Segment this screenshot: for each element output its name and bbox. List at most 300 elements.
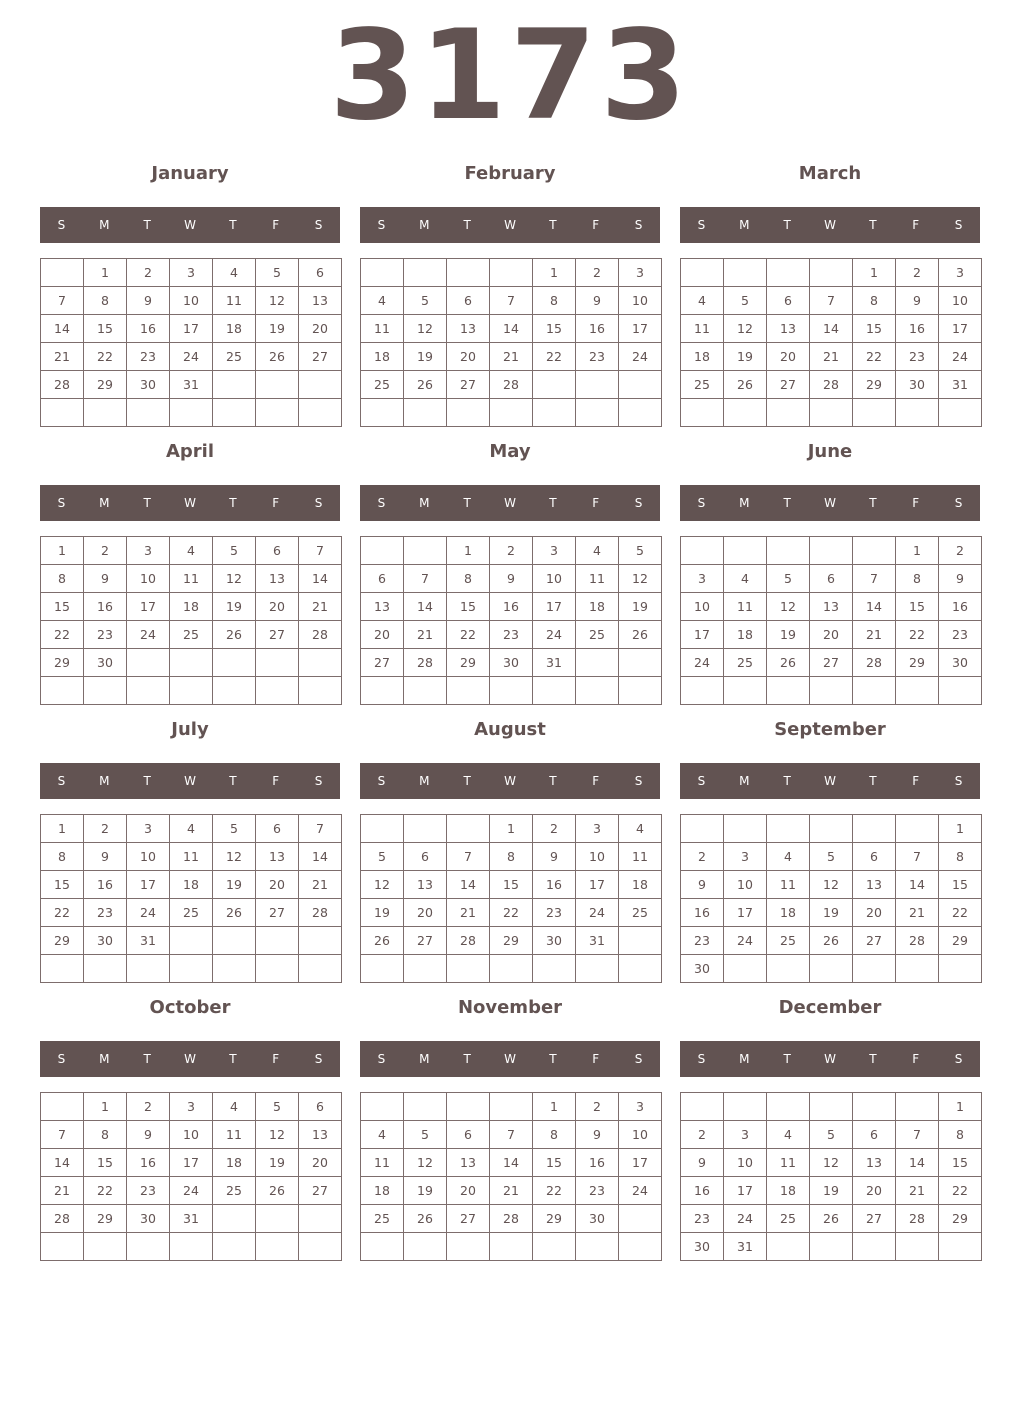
- day-cell: 16: [681, 1177, 724, 1205]
- empty-cell: [533, 677, 576, 705]
- day-cell: 2: [896, 259, 939, 287]
- day-cell: 20: [361, 621, 404, 649]
- day-cell: 23: [490, 621, 533, 649]
- day-cell: 11: [576, 565, 619, 593]
- empty-cell: [810, 259, 853, 287]
- day-cell: 25: [361, 1205, 404, 1233]
- day-cell: 26: [810, 1205, 853, 1233]
- week-row: [681, 1093, 982, 1121]
- day-cell: 7: [404, 565, 447, 593]
- month-name: January: [151, 163, 229, 184]
- day-cell: 18: [767, 1177, 810, 1205]
- day-cell: 12: [256, 287, 299, 315]
- day-cell: 15: [447, 593, 490, 621]
- day-cell: 3: [576, 815, 619, 843]
- day-cell: 19: [361, 899, 404, 927]
- day-cell: 21: [490, 343, 533, 371]
- empty-cell: [213, 1205, 256, 1233]
- day-cell: 18: [213, 315, 256, 343]
- day-cell: 9: [84, 565, 127, 593]
- week-row: [41, 927, 342, 955]
- weekday-label: W: [184, 218, 196, 232]
- empty-cell: [619, 649, 662, 677]
- weekday-label: S: [697, 774, 706, 788]
- day-cell: 3: [170, 259, 213, 287]
- empty-cell: [939, 677, 982, 705]
- day-cell: 28: [404, 649, 447, 677]
- month-march: [680, 160, 980, 430]
- day-cell: 8: [533, 287, 576, 315]
- day-cell: 19: [404, 1177, 447, 1205]
- empty-cell: [127, 649, 170, 677]
- day-cell: 8: [939, 843, 982, 871]
- day-grid: [40, 1092, 342, 1261]
- empty-cell: [447, 1233, 490, 1261]
- day-cell: 20: [767, 343, 810, 371]
- month-july: [40, 716, 340, 986]
- day-cell: 22: [533, 343, 576, 371]
- day-cell: 27: [404, 927, 447, 955]
- day-cell: 3: [939, 259, 982, 287]
- day-cell: 1: [41, 815, 84, 843]
- month-name: February: [464, 163, 556, 184]
- month-january: [40, 160, 340, 430]
- weekday-label: S: [377, 496, 386, 510]
- month-december: [680, 994, 980, 1264]
- day-cell: 10: [533, 565, 576, 593]
- week-row: [681, 343, 982, 371]
- day-cell: 21: [896, 899, 939, 927]
- day-cell: 14: [404, 593, 447, 621]
- day-cell: 17: [127, 593, 170, 621]
- empty-cell: [447, 955, 490, 983]
- empty-cell: [619, 399, 662, 427]
- day-cell: 18: [170, 871, 213, 899]
- day-cell: 31: [724, 1233, 767, 1261]
- empty-cell: [896, 815, 939, 843]
- day-cell: 1: [939, 1093, 982, 1121]
- day-cell: 25: [213, 343, 256, 371]
- day-cell: 1: [939, 815, 982, 843]
- day-cell: 18: [361, 1177, 404, 1205]
- day-cell: 12: [404, 315, 447, 343]
- month-name: December: [778, 997, 882, 1018]
- day-cell: 13: [404, 871, 447, 899]
- day-cell: 7: [490, 1121, 533, 1149]
- day-cell: 4: [576, 537, 619, 565]
- month-february: [360, 160, 660, 430]
- day-cell: 3: [619, 259, 662, 287]
- empty-cell: [361, 955, 404, 983]
- day-cell: 5: [810, 843, 853, 871]
- week-row: [361, 371, 662, 399]
- day-cell: 5: [213, 537, 256, 565]
- day-cell: 29: [84, 371, 127, 399]
- empty-cell: [490, 955, 533, 983]
- day-cell: 5: [361, 843, 404, 871]
- week-row: [41, 649, 342, 677]
- day-cell: 9: [681, 1149, 724, 1177]
- empty-cell: [724, 1093, 767, 1121]
- day-cell: 6: [404, 843, 447, 871]
- empty-cell: [853, 677, 896, 705]
- day-cell: 14: [490, 315, 533, 343]
- weekday-header: [40, 485, 340, 521]
- empty-cell: [767, 1093, 810, 1121]
- weekday-header: [360, 1041, 660, 1077]
- weekday-header: [360, 763, 660, 799]
- week-row: [681, 371, 982, 399]
- day-cell: 24: [170, 1177, 213, 1205]
- day-cell: 11: [767, 871, 810, 899]
- empty-cell: [533, 955, 576, 983]
- day-cell: 14: [490, 1149, 533, 1177]
- weekday-label: T: [143, 774, 151, 788]
- day-cell: 5: [256, 1093, 299, 1121]
- weekday-label: T: [229, 1052, 237, 1066]
- empty-cell: [619, 1205, 662, 1233]
- day-grid: [360, 258, 662, 427]
- day-cell: 23: [576, 343, 619, 371]
- week-row: [361, 315, 662, 343]
- day-cell: 28: [299, 621, 342, 649]
- weekday-label: S: [954, 774, 963, 788]
- day-cell: 22: [939, 899, 982, 927]
- weekday-header: [360, 485, 660, 521]
- day-cell: 16: [896, 315, 939, 343]
- day-cell: 17: [681, 621, 724, 649]
- weekday-label: T: [549, 1052, 557, 1066]
- day-cell: 6: [447, 287, 490, 315]
- day-grid: [680, 1092, 982, 1261]
- empty-cell: [256, 371, 299, 399]
- empty-cell: [213, 927, 256, 955]
- empty-cell: [853, 1233, 896, 1261]
- day-cell: 30: [127, 371, 170, 399]
- month-november: [360, 994, 660, 1264]
- empty-cell: [213, 955, 256, 983]
- weekday-label: W: [824, 218, 836, 232]
- day-cell: 15: [41, 871, 84, 899]
- empty-cell: [170, 955, 213, 983]
- day-cell: 20: [299, 1149, 342, 1177]
- empty-cell: [404, 259, 447, 287]
- weekday-label: F: [912, 496, 920, 510]
- day-cell: 16: [127, 1149, 170, 1177]
- empty-cell: [619, 1233, 662, 1261]
- day-cell: 26: [404, 371, 447, 399]
- week-row: [361, 899, 662, 927]
- day-cell: 31: [170, 371, 213, 399]
- day-cell: 30: [681, 1233, 724, 1261]
- day-cell: 25: [170, 621, 213, 649]
- day-cell: 28: [447, 927, 490, 955]
- week-row: [681, 927, 982, 955]
- month-name: May: [489, 441, 531, 462]
- day-cell: 26: [213, 899, 256, 927]
- day-cell: 30: [576, 1205, 619, 1233]
- day-cell: 10: [724, 871, 767, 899]
- week-row: [41, 955, 342, 983]
- empty-cell: [213, 371, 256, 399]
- empty-cell: [490, 1233, 533, 1261]
- weekday-label: S: [314, 496, 323, 510]
- day-cell: 3: [724, 1121, 767, 1149]
- day-cell: 14: [41, 315, 84, 343]
- month-name: November: [457, 997, 563, 1018]
- empty-cell: [299, 1233, 342, 1261]
- day-cell: 7: [896, 843, 939, 871]
- day-cell: 25: [576, 621, 619, 649]
- week-row: [41, 815, 342, 843]
- week-row: [41, 593, 342, 621]
- day-cell: 28: [896, 1205, 939, 1233]
- day-grid: [680, 536, 982, 705]
- day-cell: 12: [619, 565, 662, 593]
- day-cell: 8: [447, 565, 490, 593]
- empty-cell: [41, 1233, 84, 1261]
- week-row: [361, 287, 662, 315]
- day-cell: 18: [619, 871, 662, 899]
- week-row: [361, 927, 662, 955]
- empty-cell: [619, 927, 662, 955]
- day-cell: 31: [576, 927, 619, 955]
- day-cell: 21: [490, 1177, 533, 1205]
- day-cell: 1: [896, 537, 939, 565]
- day-cell: 20: [447, 1177, 490, 1205]
- day-cell: 6: [447, 1121, 490, 1149]
- empty-cell: [361, 1233, 404, 1261]
- day-cell: 3: [619, 1093, 662, 1121]
- weekday-label: M: [419, 1052, 430, 1066]
- month-april: [40, 438, 340, 708]
- weekday-label: S: [697, 496, 706, 510]
- empty-cell: [896, 1093, 939, 1121]
- weekday-label: W: [824, 496, 836, 510]
- month-name: October: [149, 997, 231, 1018]
- month-may: [360, 438, 660, 708]
- day-cell: 10: [619, 1121, 662, 1149]
- day-grid: [40, 814, 342, 983]
- weekday-header: [680, 1041, 980, 1077]
- day-cell: 15: [84, 1149, 127, 1177]
- week-row: [41, 1205, 342, 1233]
- week-row: [41, 287, 342, 315]
- week-row: [361, 537, 662, 565]
- day-cell: 19: [810, 1177, 853, 1205]
- day-cell: 3: [127, 815, 170, 843]
- day-cell: 24: [724, 927, 767, 955]
- empty-cell: [447, 1093, 490, 1121]
- empty-cell: [724, 677, 767, 705]
- day-cell: 27: [256, 621, 299, 649]
- month-name: April: [165, 441, 215, 462]
- day-cell: 23: [681, 927, 724, 955]
- empty-cell: [299, 927, 342, 955]
- empty-cell: [447, 815, 490, 843]
- weekday-label: F: [272, 218, 280, 232]
- day-cell: 27: [299, 1177, 342, 1205]
- day-cell: 1: [84, 1093, 127, 1121]
- weekday-label: F: [272, 496, 280, 510]
- day-cell: 26: [256, 343, 299, 371]
- empty-cell: [939, 399, 982, 427]
- empty-cell: [213, 399, 256, 427]
- empty-cell: [810, 815, 853, 843]
- day-cell: 25: [619, 899, 662, 927]
- day-cell: 15: [41, 593, 84, 621]
- day-cell: 30: [681, 955, 724, 983]
- day-cell: 9: [681, 871, 724, 899]
- day-cell: 17: [724, 899, 767, 927]
- day-cell: 5: [213, 815, 256, 843]
- day-cell: 10: [170, 1121, 213, 1149]
- day-cell: 20: [810, 621, 853, 649]
- day-cell: 30: [939, 649, 982, 677]
- day-cell: 22: [41, 899, 84, 927]
- day-cell: 20: [853, 899, 896, 927]
- weekday-label: T: [783, 496, 791, 510]
- empty-cell: [127, 1233, 170, 1261]
- day-cell: 29: [896, 649, 939, 677]
- day-cell: 11: [170, 843, 213, 871]
- day-cell: 28: [810, 371, 853, 399]
- day-cell: 9: [490, 565, 533, 593]
- day-cell: 18: [724, 621, 767, 649]
- day-cell: 12: [810, 871, 853, 899]
- day-cell: 22: [490, 899, 533, 927]
- day-cell: 18: [767, 899, 810, 927]
- week-row: [361, 343, 662, 371]
- empty-cell: [299, 1205, 342, 1233]
- day-cell: 30: [533, 927, 576, 955]
- day-cell: 13: [767, 315, 810, 343]
- day-cell: 7: [896, 1121, 939, 1149]
- day-cell: 22: [533, 1177, 576, 1205]
- day-cell: 7: [299, 815, 342, 843]
- day-cell: 27: [256, 899, 299, 927]
- day-cell: 17: [533, 593, 576, 621]
- empty-cell: [361, 537, 404, 565]
- day-cell: 9: [939, 565, 982, 593]
- day-cell: 24: [939, 343, 982, 371]
- empty-cell: [404, 677, 447, 705]
- weekday-label: S: [697, 218, 706, 232]
- week-row: [41, 371, 342, 399]
- day-grid: [40, 536, 342, 705]
- day-cell: 6: [810, 565, 853, 593]
- day-cell: 24: [619, 343, 662, 371]
- week-row: [41, 677, 342, 705]
- day-cell: 23: [127, 1177, 170, 1205]
- weekday-label: F: [592, 496, 600, 510]
- empty-cell: [576, 371, 619, 399]
- day-cell: 31: [127, 927, 170, 955]
- day-cell: 16: [84, 871, 127, 899]
- day-cell: 13: [447, 315, 490, 343]
- week-row: [681, 315, 982, 343]
- weekday-label: S: [314, 1052, 323, 1066]
- day-cell: 9: [533, 843, 576, 871]
- day-cell: 29: [84, 1205, 127, 1233]
- day-cell: 20: [853, 1177, 896, 1205]
- day-cell: 26: [213, 621, 256, 649]
- week-row: [41, 343, 342, 371]
- weekday-label: T: [549, 218, 557, 232]
- day-cell: 2: [681, 1121, 724, 1149]
- day-cell: 19: [724, 343, 767, 371]
- week-row: [361, 871, 662, 899]
- day-cell: 13: [853, 1149, 896, 1177]
- day-cell: 27: [853, 1205, 896, 1233]
- empty-cell: [767, 399, 810, 427]
- day-cell: 18: [361, 343, 404, 371]
- empty-cell: [361, 677, 404, 705]
- day-cell: 3: [533, 537, 576, 565]
- empty-cell: [404, 399, 447, 427]
- weekday-label: F: [912, 1052, 920, 1066]
- day-cell: 22: [41, 621, 84, 649]
- empty-cell: [767, 259, 810, 287]
- week-row: [681, 537, 982, 565]
- weekday-label: M: [739, 218, 750, 232]
- day-cell: 15: [84, 315, 127, 343]
- day-cell: 31: [533, 649, 576, 677]
- week-row: [681, 1205, 982, 1233]
- day-cell: 7: [853, 565, 896, 593]
- empty-cell: [896, 1233, 939, 1261]
- weekday-header: [680, 485, 980, 521]
- day-cell: 21: [41, 1177, 84, 1205]
- day-cell: 7: [299, 537, 342, 565]
- day-cell: 2: [84, 537, 127, 565]
- day-cell: 5: [810, 1121, 853, 1149]
- empty-cell: [127, 955, 170, 983]
- empty-cell: [853, 537, 896, 565]
- weekday-label: T: [549, 496, 557, 510]
- day-cell: 24: [127, 621, 170, 649]
- day-cell: 21: [299, 593, 342, 621]
- day-cell: 4: [213, 1093, 256, 1121]
- weekday-label: W: [184, 1052, 196, 1066]
- day-cell: 15: [896, 593, 939, 621]
- weekday-label: T: [229, 774, 237, 788]
- day-cell: 21: [853, 621, 896, 649]
- empty-cell: [256, 649, 299, 677]
- weekday-label: S: [314, 774, 323, 788]
- day-cell: 27: [810, 649, 853, 677]
- weekday-label: T: [869, 496, 877, 510]
- day-cell: 8: [41, 843, 84, 871]
- week-row: [681, 565, 982, 593]
- empty-cell: [490, 399, 533, 427]
- weekday-label: T: [229, 218, 237, 232]
- day-cell: 19: [256, 315, 299, 343]
- week-row: [361, 259, 662, 287]
- weekday-label: T: [869, 774, 877, 788]
- day-cell: 27: [447, 1205, 490, 1233]
- week-row: [41, 843, 342, 871]
- day-cell: 14: [810, 315, 853, 343]
- day-cell: 17: [939, 315, 982, 343]
- day-cell: 8: [939, 1121, 982, 1149]
- week-row: [681, 843, 982, 871]
- day-cell: 30: [490, 649, 533, 677]
- weekday-label: S: [377, 218, 386, 232]
- week-row: [41, 315, 342, 343]
- day-cell: 10: [724, 1149, 767, 1177]
- weekday-label: M: [99, 496, 110, 510]
